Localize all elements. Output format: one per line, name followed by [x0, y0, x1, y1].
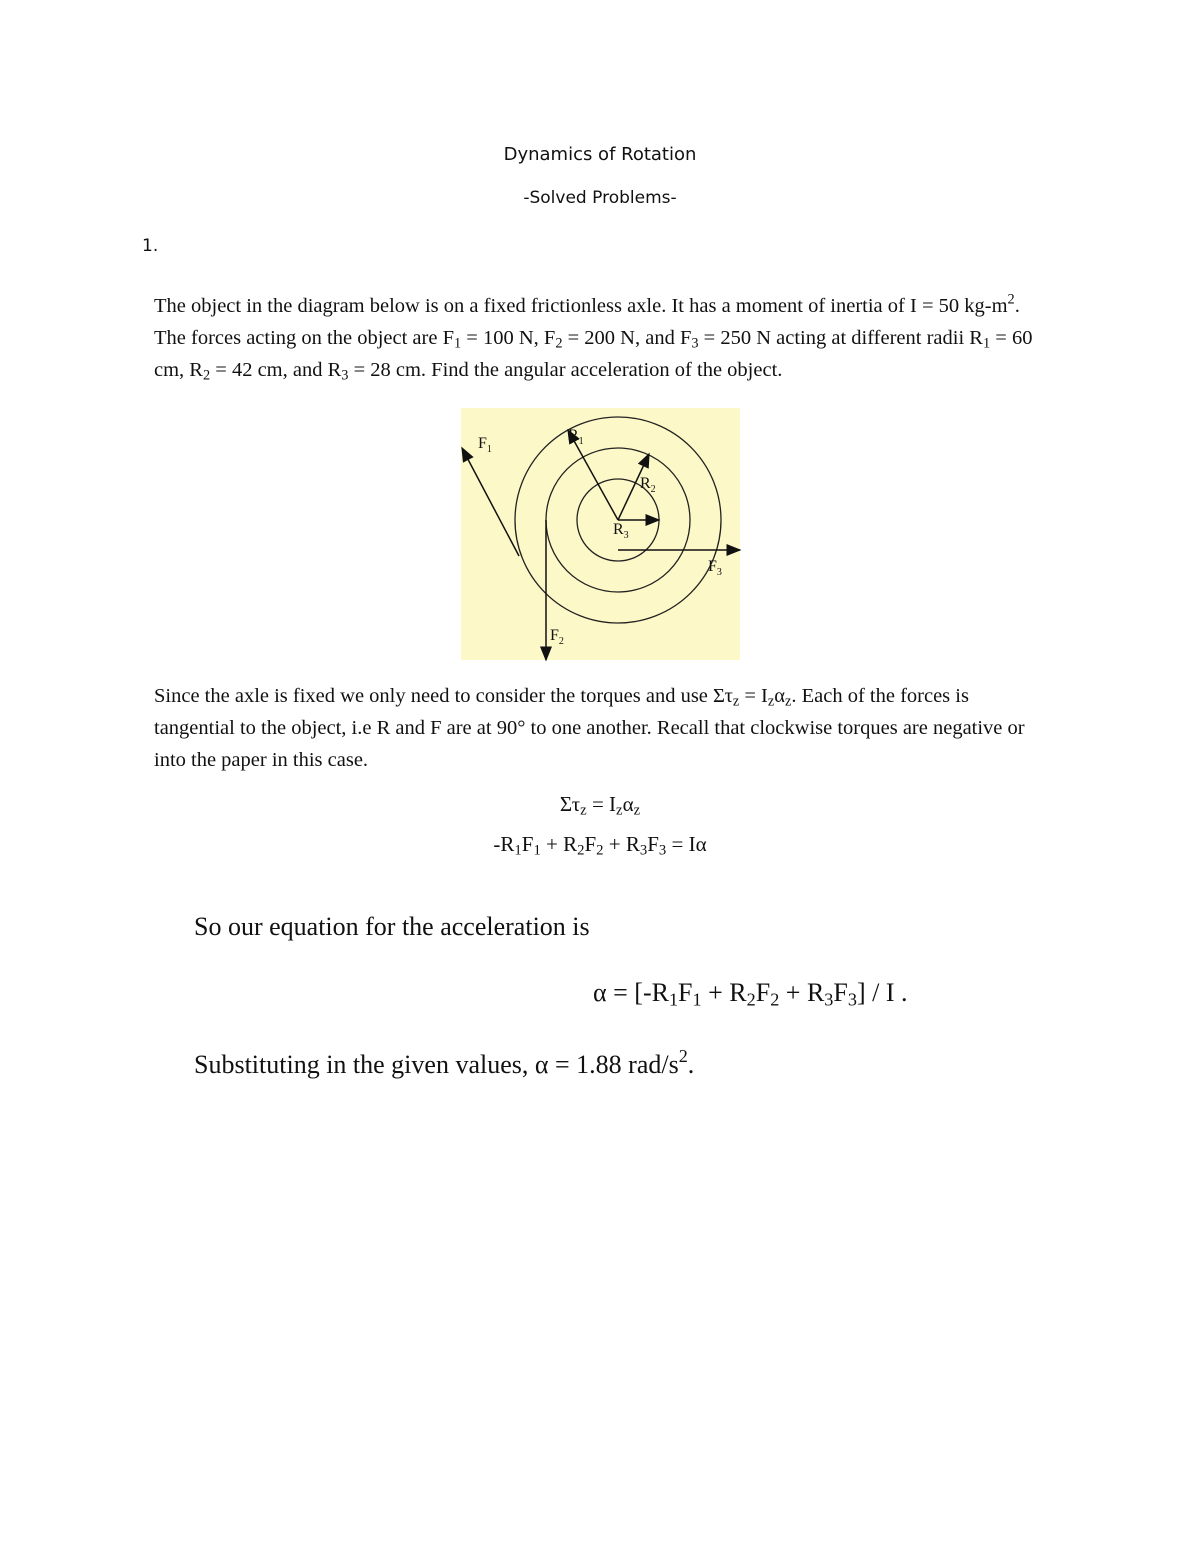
subscript: 2: [555, 335, 563, 352]
text-span: = 100 N, F: [461, 327, 556, 349]
subscript: 3: [341, 367, 349, 384]
text-span: α: [622, 792, 634, 816]
subscript: 1: [668, 989, 679, 1010]
text-span: α = [-R: [593, 978, 669, 1007]
text-span: + R: [701, 978, 747, 1007]
subscript: z: [732, 693, 740, 710]
label-f1: $F_1$: [478, 435, 492, 455]
subscript: 3: [847, 989, 857, 1010]
text-span: F: [755, 978, 771, 1007]
subscript: z: [784, 693, 792, 710]
text-span: .: [687, 1050, 695, 1079]
text-span: Στ: [559, 792, 581, 816]
subscript: 2: [202, 367, 211, 384]
text-span: = 28 cm. Find the angular acceleration of the object.: [348, 359, 783, 381]
document-subtitle: -Solved Problems-: [523, 188, 677, 208]
rotation-diagram-svg: [440, 408, 760, 670]
document-title: Dynamics of Rotation: [503, 144, 697, 165]
text-span: + R: [603, 832, 640, 856]
subscript: 2: [746, 989, 756, 1010]
subscript: 1: [533, 842, 541, 859]
label-f2: $F_2$: [550, 627, 564, 647]
diagram-background: [461, 408, 740, 660]
text-span: + R: [540, 832, 578, 856]
label-r3: $R_3$: [613, 521, 629, 541]
problem-number: 1.: [142, 236, 159, 256]
subscript: z: [616, 802, 623, 819]
subscript: z: [767, 693, 775, 710]
text-span: . The forces acting on the object are F: [154, 295, 1020, 349]
text-span: = Iα: [666, 832, 707, 856]
text-span: = 60 cm, R: [154, 327, 1033, 381]
problem-statement: [154, 290, 1054, 386]
text-span: α: [774, 685, 785, 707]
subscript: z: [580, 802, 587, 819]
subscript: 3: [658, 842, 667, 859]
torque-sum-equation: [0, 832, 1200, 857]
superscript: 2: [1007, 291, 1015, 308]
text-span: + R: [779, 978, 825, 1007]
text-span: F: [521, 832, 534, 856]
subscript: 1: [982, 335, 991, 352]
text-span: = I: [739, 685, 768, 707]
subscript: 3: [639, 842, 648, 859]
rotation-diagram: [440, 408, 760, 670]
text-span: F: [584, 832, 597, 856]
text-span: Substituting in the given values, α = 1.88 rad/s: [194, 1050, 679, 1079]
text-span: = I: [586, 792, 617, 816]
subscript: z: [633, 802, 641, 819]
subscript: 1: [692, 989, 702, 1010]
text-span: = 200 N, and F: [562, 327, 692, 349]
text-span: = 250 N acting at different radii R: [698, 327, 983, 349]
subscript: 2: [596, 842, 604, 859]
subscript: 3: [691, 335, 699, 352]
text-span: . Each of the forces is tangential to the object, i.e R and F are at 90° to one another. Recall that clockwise torques are negative or into the paper in this case.: [154, 685, 1025, 771]
text-span: ] / I .: [856, 978, 908, 1007]
acceleration-intro: So our equation for the acceleration is: [194, 912, 590, 941]
subscript: 1: [514, 842, 522, 859]
text-span: -R: [493, 832, 515, 856]
superscript: 2: [678, 1046, 688, 1067]
label-f3: $F_3$: [708, 558, 722, 578]
result-line: [194, 1046, 695, 1080]
label-r1: $R_1$: [568, 427, 584, 447]
subscript: 2: [577, 842, 585, 859]
label-r2: $R_2$: [640, 475, 656, 495]
text-span: Since the axle is fixed we only need to consider the torques and use Στ: [154, 685, 733, 707]
subscript: 3: [824, 989, 834, 1010]
text-span: The object in the diagram below is on a fixed frictionless axle. It has a moment of inertia of I = 50 kg-m: [154, 295, 1008, 317]
subscript: 1: [453, 335, 462, 352]
torque-equation: [0, 792, 1200, 817]
explanation-paragraph: [154, 680, 1054, 776]
text-span: F: [647, 832, 659, 856]
text-span: F: [833, 978, 848, 1007]
subscript: 2: [770, 989, 780, 1010]
text-span: = 42 cm, and R: [210, 359, 342, 381]
acceleration-equation: [593, 978, 908, 1008]
text-span: F: [678, 978, 693, 1007]
